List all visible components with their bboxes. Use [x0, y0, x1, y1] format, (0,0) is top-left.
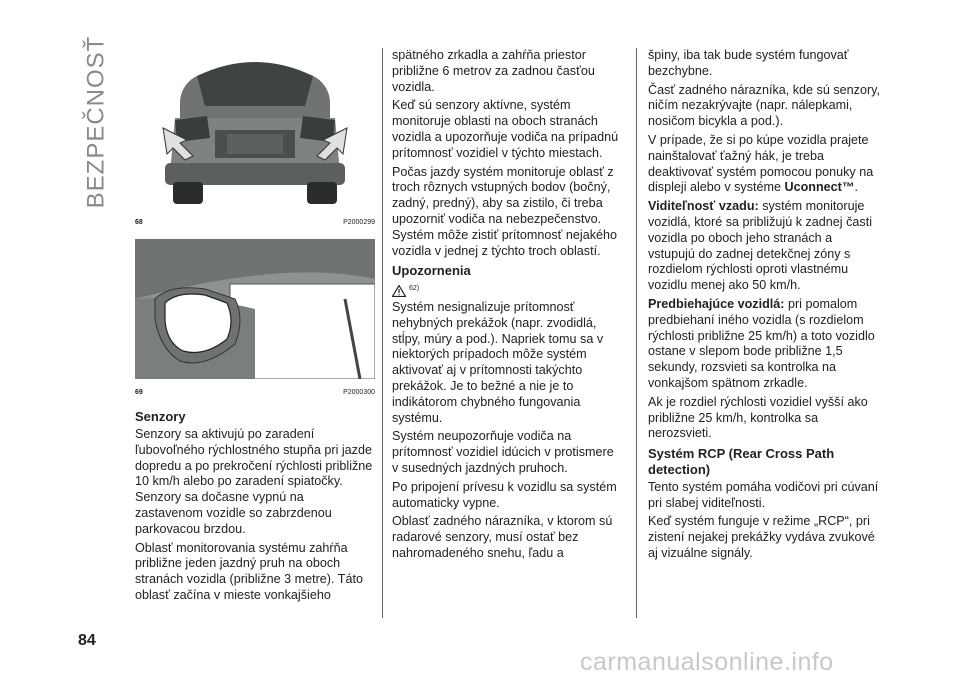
term-label: Viditeľnosť vzadu: — [648, 199, 759, 214]
warning-triangle-icon — [392, 285, 406, 297]
paragraph: Počas jazdy systém monitoruje oblasť z troch rôznych vstupných bodov (bočný, zadný, predný), aby sa zistilo, či treba upozorniť vodiča na nebezpečenstvo. Systém môže zistiť prítomnosť nejakého vozidla v jednej z týchto troch oblastí. — [392, 164, 618, 258]
column-divider — [636, 48, 637, 618]
paragraph-text: pri pomalom predbiehaní iného vozidla (s rozdielom rýchlosti približne 25 km/h) a toto vozidlo ostane v slepom bode približne 1,5 sekundy, rozsvieti sa kontrolka na vonkajšom spätnom zrkadle. — [648, 296, 875, 390]
paragraph: spätného zrkadla a zahŕňa priestor približne 6 metrov za zadnou časťou vozidla. — [392, 48, 595, 94]
car-rear-illustration — [135, 48, 375, 208]
column-1 — [135, 48, 375, 607]
figure-code: P2000299 — [343, 218, 375, 226]
figure-number: 69 — [135, 389, 143, 397]
paragraph: Časť zadného nárazníka, kde sú senzory, ničím nezakrývajte (napr. nálepkami, nosičom bicykla a pod.). — [648, 82, 881, 129]
section-title: BEZPEČNOSŤ — [82, 35, 110, 209]
column-divider — [382, 48, 383, 618]
paragraph: Tento systém pomáha vodičovi pri cúvaní pri slabej viditeľnosti. — [648, 479, 879, 510]
warning-note-row — [392, 281, 622, 297]
section-heading: Senzory — [135, 409, 186, 425]
paragraph: špiny, iba tak bude systém fungovať bezchybne. — [648, 48, 849, 78]
paragraph: Oblasť monitorovania systému zahŕňa približne jeden jazdný pruh na oboch stranách vozidla (približne 3 metre). Táto oblasť začína v mieste vonkajšieho — [135, 540, 363, 602]
paragraph: Senzory sa aktivujú po zaradení ľubovoľného rýchlostného stupňa pri jazde dopredu a po prekročení rýchlosti približne 10 km/h alebo po zaradení spiatočky. Senzory sa dočasne vypnú na zastavenom vozidle so zabrzdenou parkovacou brzdou. — [135, 426, 373, 536]
paragraph: Keď systém funguje v režime „RCP“, pri zistení nejakej prekážky vydáva zvukové aj vizuálne signály. — [648, 514, 875, 560]
warning-heading: Upozornenia — [392, 263, 471, 279]
paragraph: Systém neupozorňuje vodiča na prítomnosť vozidiel idúcich v protismere v susedných jazdných pruhoch. — [392, 429, 614, 475]
paragraph: Keď sú senzory aktívne, systém monitoruje oblasti na oboch stranách vozidla a upozorňuje vodiča na prípadnú prítomnosť vozidiel v týchto miestach. — [392, 98, 619, 160]
term-label: Predbiehajúce vozidlá: — [648, 296, 785, 311]
figure-number: 68 — [135, 218, 143, 226]
paragraph-text: systém monitoruje vozidlá, ktoré sa približujú k zadnej časti vozidla po oboch jeho stranách a vstupujú do zadnej detekčnej zóny s rozdielom rýchlosti oproti vlastnému vozidlu menej ako 50 km/h. — [648, 199, 872, 293]
paragraph: Systém nesignalizuje prítomnosť nehybných prekážok (napr. zvodidlá, stĺpy, múry a pod.). Napriek tomu sa v niektorých prípadoch môže systém aktivovať aj v prítomnosti takýchto prekážok. Je to bežné a nie je to indikátorom chybného fungovania systému. — [392, 299, 604, 425]
paragraph-text: V prípade, že si po kúpe vozidla prajete nainštalovať ťažný hák, je treba deaktivovať systém pomocou ponuky na displeji alebo v systéme — [648, 132, 874, 195]
section-side-tab — [80, 22, 112, 222]
paragraph: Ak je rozdiel rýchlosti vozidiel vyšší ako približne 25 km/h, kontrolka sa nerozsvieti. — [648, 394, 868, 441]
paragraph — [648, 199, 880, 294]
warning-reference: 62) — [409, 285, 420, 293]
paragraph — [648, 133, 880, 196]
column-3 — [648, 48, 880, 565]
paragraph-text: . — [854, 180, 858, 195]
watermark: carmanualsonline.info — [580, 648, 834, 676]
figure-caption — [135, 215, 375, 231]
page-number: 84 — [78, 632, 96, 649]
figure-caption — [135, 385, 375, 401]
uconnect-label: Uconnect™ — [784, 180, 855, 195]
figure-code: P2000300 — [343, 389, 375, 397]
paragraph — [648, 297, 880, 392]
paragraph: Oblasť zadného nárazníka, v ktorom sú radarové senzory, musí ostať bez nahromadeného snehu, ľadu a — [392, 514, 613, 560]
paragraph: Po pripojení prívesu k vozidlu sa systém automaticky vypne. — [392, 479, 617, 510]
section-heading: Systém RCP (Rear Cross Path detection) — [648, 446, 835, 477]
side-mirror-illustration — [135, 239, 375, 379]
column-2 — [392, 48, 622, 565]
figure-68 — [135, 48, 375, 231]
figure-69 — [135, 239, 375, 402]
